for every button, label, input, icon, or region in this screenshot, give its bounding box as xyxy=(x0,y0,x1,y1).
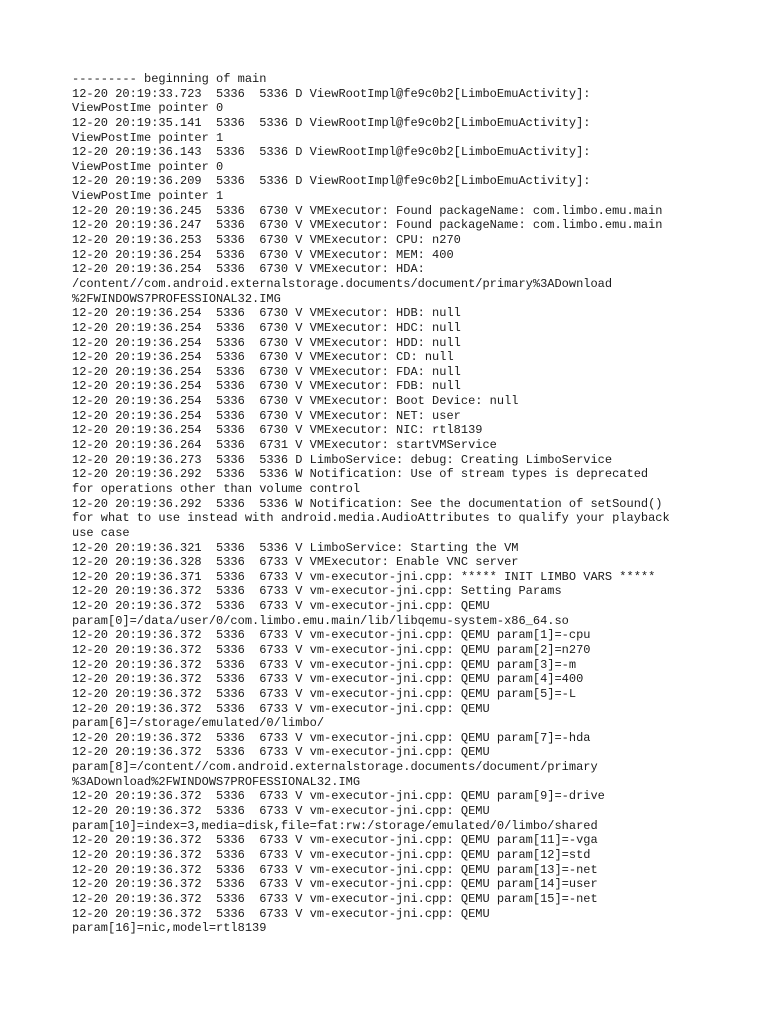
log-line: param[16]=nic,model=rtl8139 xyxy=(72,921,267,936)
log-line: 12-20 20:19:36.245 5336 6730 V VMExecutor: Found packageName: com.limbo.emu.main xyxy=(72,203,663,218)
log-line: 12-20 20:19:36.372 5336 6733 V vm-executor-jni.cpp: QEMU xyxy=(72,599,490,614)
log-line: 12-20 20:19:36.372 5336 6733 V vm-executor-jni.cpp: QEMU param[2]=n270 xyxy=(72,642,591,657)
log-line: 12-20 20:19:36.254 5336 6730 V VMExecutor: CD: null xyxy=(72,350,454,365)
log-line: param[6]=/storage/emulated/0/limbo/ xyxy=(72,716,325,731)
log-line: 12-20 20:19:36.209 5336 5336 D ViewRootImpl@fe9c0b2[LimboEmuActivity]: xyxy=(72,174,591,189)
log-line: 12-20 20:19:36.254 5336 6730 V VMExecutor: HDD: null xyxy=(72,335,461,350)
log-line: 12-20 20:19:36.254 5336 6730 V VMExecutor: HDB: null xyxy=(72,306,461,321)
log-line: 12-20 20:19:36.371 5336 6733 V vm-executor-jni.cpp: ***** INIT LIMBO VARS ***** xyxy=(72,569,656,584)
log-line: 12-20 20:19:36.372 5336 6733 V vm-executor-jni.cpp: Setting Params xyxy=(72,584,562,599)
log-line: 12-20 20:19:36.372 5336 6733 V vm-executor-jni.cpp: QEMU param[7]=-hda xyxy=(72,730,591,745)
log-line: 12-20 20:19:36.372 5336 6733 V vm-executor-jni.cpp: QEMU param[11]=-vga xyxy=(72,833,598,848)
log-line: 12-20 20:19:36.372 5336 6733 V vm-executor-jni.cpp: QEMU xyxy=(72,906,490,921)
log-text xyxy=(72,72,712,936)
log-line: 12-20 20:19:36.372 5336 6733 V vm-executor-jni.cpp: QEMU param[12]=std xyxy=(72,847,591,862)
log-line: 12-20 20:19:36.321 5336 5336 V LimboService: Starting the VM xyxy=(72,540,519,555)
log-line: 12-20 20:19:36.372 5336 6733 V vm-executor-jni.cpp: QEMU param[14]=user xyxy=(72,877,598,892)
log-line: 12-20 20:19:36.247 5336 6730 V VMExecutor: Found packageName: com.limbo.emu.main xyxy=(72,218,663,233)
log-line: 12-20 20:19:36.372 5336 6733 V vm-executor-jni.cpp: QEMU param[4]=400 xyxy=(72,672,584,687)
log-line: 12-20 20:19:36.372 5336 6733 V vm-executor-jni.cpp: QEMU xyxy=(72,745,490,760)
log-line: 12-20 20:19:36.328 5336 6733 V VMExecutor: Enable VNC server xyxy=(72,555,519,570)
log-line: ViewPostIme pointer 0 xyxy=(72,101,224,116)
log-line: param[10]=index=3,media=disk,file=fat:rw:/storage/emulated/0/limbo/shared xyxy=(72,818,598,833)
log-line: 12-20 20:19:36.372 5336 6733 V vm-executor-jni.cpp: QEMU xyxy=(72,701,490,716)
log-line: 12-20 20:19:36.253 5336 6730 V VMExecutor: CPU: n270 xyxy=(72,233,461,248)
log-line: for what to use instead with android.media.AudioAttributes to qualify your playback xyxy=(72,511,670,526)
log-line: 12-20 20:19:36.254 5336 6730 V VMExecutor: FDA: null xyxy=(72,364,461,379)
log-line: 12-20 20:19:36.292 5336 5336 W Notification: See the documentation of setSound() xyxy=(72,496,663,511)
log-line: 12-20 20:19:36.254 5336 6730 V VMExecutor: HDC: null xyxy=(72,320,461,335)
log-line: 12-20 20:19:36.372 5336 6733 V vm-executor-jni.cpp: QEMU param[1]=-cpu xyxy=(72,628,591,643)
log-line: 12-20 20:19:36.372 5336 6733 V vm-executor-jni.cpp: QEMU param[3]=-m xyxy=(72,657,577,672)
log-line: 12-20 20:19:36.372 5336 6733 V vm-executor-jni.cpp: QEMU param[13]=-net xyxy=(72,862,598,877)
log-line: %3ADownload%2FWINDOWS7PROFESSIONAL32.IMG xyxy=(72,774,361,789)
log-line: 12-20 20:19:33.723 5336 5336 D ViewRootImpl@fe9c0b2[LimboEmuActivity]: xyxy=(72,86,591,101)
log-line: 12-20 20:19:36.254 5336 6730 V VMExecutor: NET: user xyxy=(72,408,461,423)
log-line: ViewPostIme pointer 1 xyxy=(72,130,224,145)
log-line: 12-20 20:19:36.254 5336 6730 V VMExecutor: Boot Device: null xyxy=(72,394,519,409)
log-line: 12-20 20:19:36.254 5336 6730 V VMExecutor: NIC: rtl8139 xyxy=(72,423,483,438)
log-line: 12-20 20:19:36.254 5336 6730 V VMExecutor: MEM: 400 xyxy=(72,247,454,262)
log-line: --------- beginning of main xyxy=(72,72,267,86)
log-line: /content//com.android.externalstorage.documents/document/primary%3ADownload xyxy=(72,276,613,291)
log-line: 12-20 20:19:36.264 5336 6731 V VMExecutor: startVMService xyxy=(72,438,497,453)
log-line: param[0]=/data/user/0/com.limbo.emu.main/lib/libqemu-system-x86_64.so xyxy=(72,613,569,628)
log-line: 12-20 20:19:36.254 5336 6730 V VMExecutor: HDA: xyxy=(72,262,425,277)
log-line: 12-20 20:19:36.254 5336 6730 V VMExecutor: FDB: null xyxy=(72,379,461,394)
log-line: use case xyxy=(72,525,130,540)
log-line: 12-20 20:19:36.372 5336 6733 V vm-executor-jni.cpp: QEMU param[15]=-net xyxy=(72,891,598,906)
log-line: 12-20 20:19:36.372 5336 6733 V vm-executor-jni.cpp: QEMU xyxy=(72,804,490,819)
log-line: for operations other than volume control xyxy=(72,481,361,496)
log-line: ViewPostIme pointer 1 xyxy=(72,189,224,204)
log-line: 12-20 20:19:35.141 5336 5336 D ViewRootImpl@fe9c0b2[LimboEmuActivity]: xyxy=(72,115,591,130)
log-line: ViewPostIme pointer 0 xyxy=(72,159,224,174)
log-line: 12-20 20:19:36.292 5336 5336 W Notification: Use of stream types is deprecated xyxy=(72,467,649,482)
log-line: 12-20 20:19:36.372 5336 6733 V vm-executor-jni.cpp: QEMU param[9]=-drive xyxy=(72,789,605,804)
log-line: 12-20 20:19:36.372 5336 6733 V vm-executor-jni.cpp: QEMU param[5]=-L xyxy=(72,686,577,701)
log-line: 12-20 20:19:36.273 5336 5336 D LimboService: debug: Creating LimboService xyxy=(72,452,613,467)
log-line: 12-20 20:19:36.143 5336 5336 D ViewRootImpl@fe9c0b2[LimboEmuActivity]: xyxy=(72,145,591,160)
log-line: param[8]=/content//com.android.externalstorage.documents/document/primary xyxy=(72,760,598,775)
log-line: %2FWINDOWS7PROFESSIONAL32.IMG xyxy=(72,291,281,306)
